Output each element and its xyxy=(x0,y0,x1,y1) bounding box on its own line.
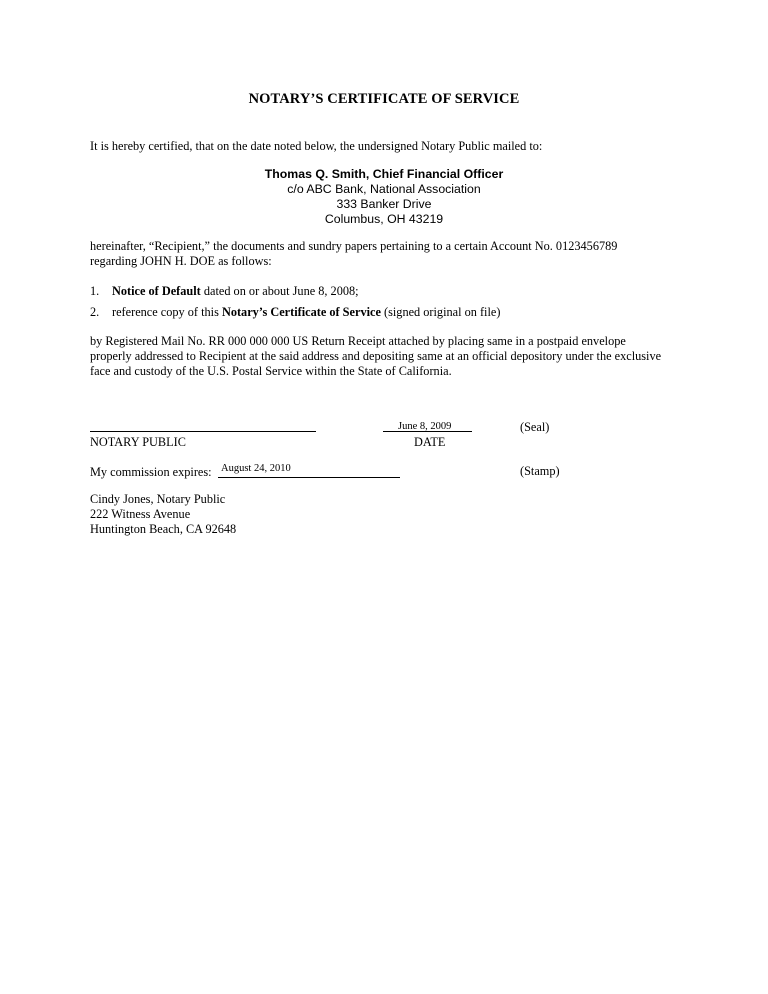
mailing-line-3: face and custody of the U.S. Postal Service within the State of California. xyxy=(90,364,452,378)
recipient-line-3: Columbus, OH 43219 xyxy=(324,212,444,226)
list-number: 2. xyxy=(90,305,100,319)
notary-city: Huntington Beach, CA 92648 xyxy=(90,522,237,536)
recipient-line-2: 333 Banker Drive xyxy=(336,197,432,211)
item-bold-text: Notice of Default xyxy=(112,284,201,298)
item-text: dated on or about June 8, 2008; xyxy=(200,284,359,298)
notary-address xyxy=(90,492,236,537)
item-bold-text: Notary’s Certificate of Service xyxy=(221,305,381,319)
notary-name: Cindy Jones, Notary Public xyxy=(90,492,226,506)
notary-street: 222 Witness Avenue xyxy=(90,507,191,521)
commission-line xyxy=(218,477,400,478)
notary-public-label: NOTARY PUBLIC xyxy=(90,435,186,449)
hereinafter-paragraph xyxy=(90,239,690,269)
item-text: (signed original on file) xyxy=(380,305,501,319)
commission-label: My commission expires: xyxy=(90,465,212,479)
seal-label: (Seal) xyxy=(520,420,550,434)
list-item-2 xyxy=(90,305,500,320)
item-pre-text: reference copy of this xyxy=(112,305,222,319)
date-value: June 8, 2009 xyxy=(398,421,452,432)
stamp-label: (Stamp) xyxy=(520,464,560,478)
intro-paragraph: It is hereby certified, that on the date noted below, the undersigned Notary Public mailed to: xyxy=(90,139,543,153)
hereinafter-line-1: hereinafter, “Recipient,” the documents and sundry papers pertaining to a certain Account No. 0123456789 xyxy=(90,239,618,253)
commission-value: August 24, 2010 xyxy=(221,463,291,474)
list-number: 1. xyxy=(90,284,100,298)
mailing-paragraph xyxy=(90,334,710,379)
mailing-line-2: properly addressed to Recipient at the said address and depositing same at an official depository under the exclusive xyxy=(90,349,662,363)
mailing-line-1: by Registered Mail No. RR 000 000 000 US Return Receipt attached by placing same in a postpaid envelope xyxy=(90,334,626,348)
recipient-block xyxy=(0,167,768,227)
document-title: NOTARY’S CERTIFICATE OF SERVICE xyxy=(248,91,520,107)
recipient-name: Thomas Q. Smith, Chief Financial Officer xyxy=(264,167,504,181)
hereinafter-line-2: regarding JOHN H. DOE as follows: xyxy=(90,254,272,268)
recipient-line-1: c/o ABC Bank, National Association xyxy=(287,182,481,196)
date-label: DATE xyxy=(414,435,446,449)
list-item-1 xyxy=(90,284,359,299)
notary-signature-line xyxy=(90,431,316,432)
